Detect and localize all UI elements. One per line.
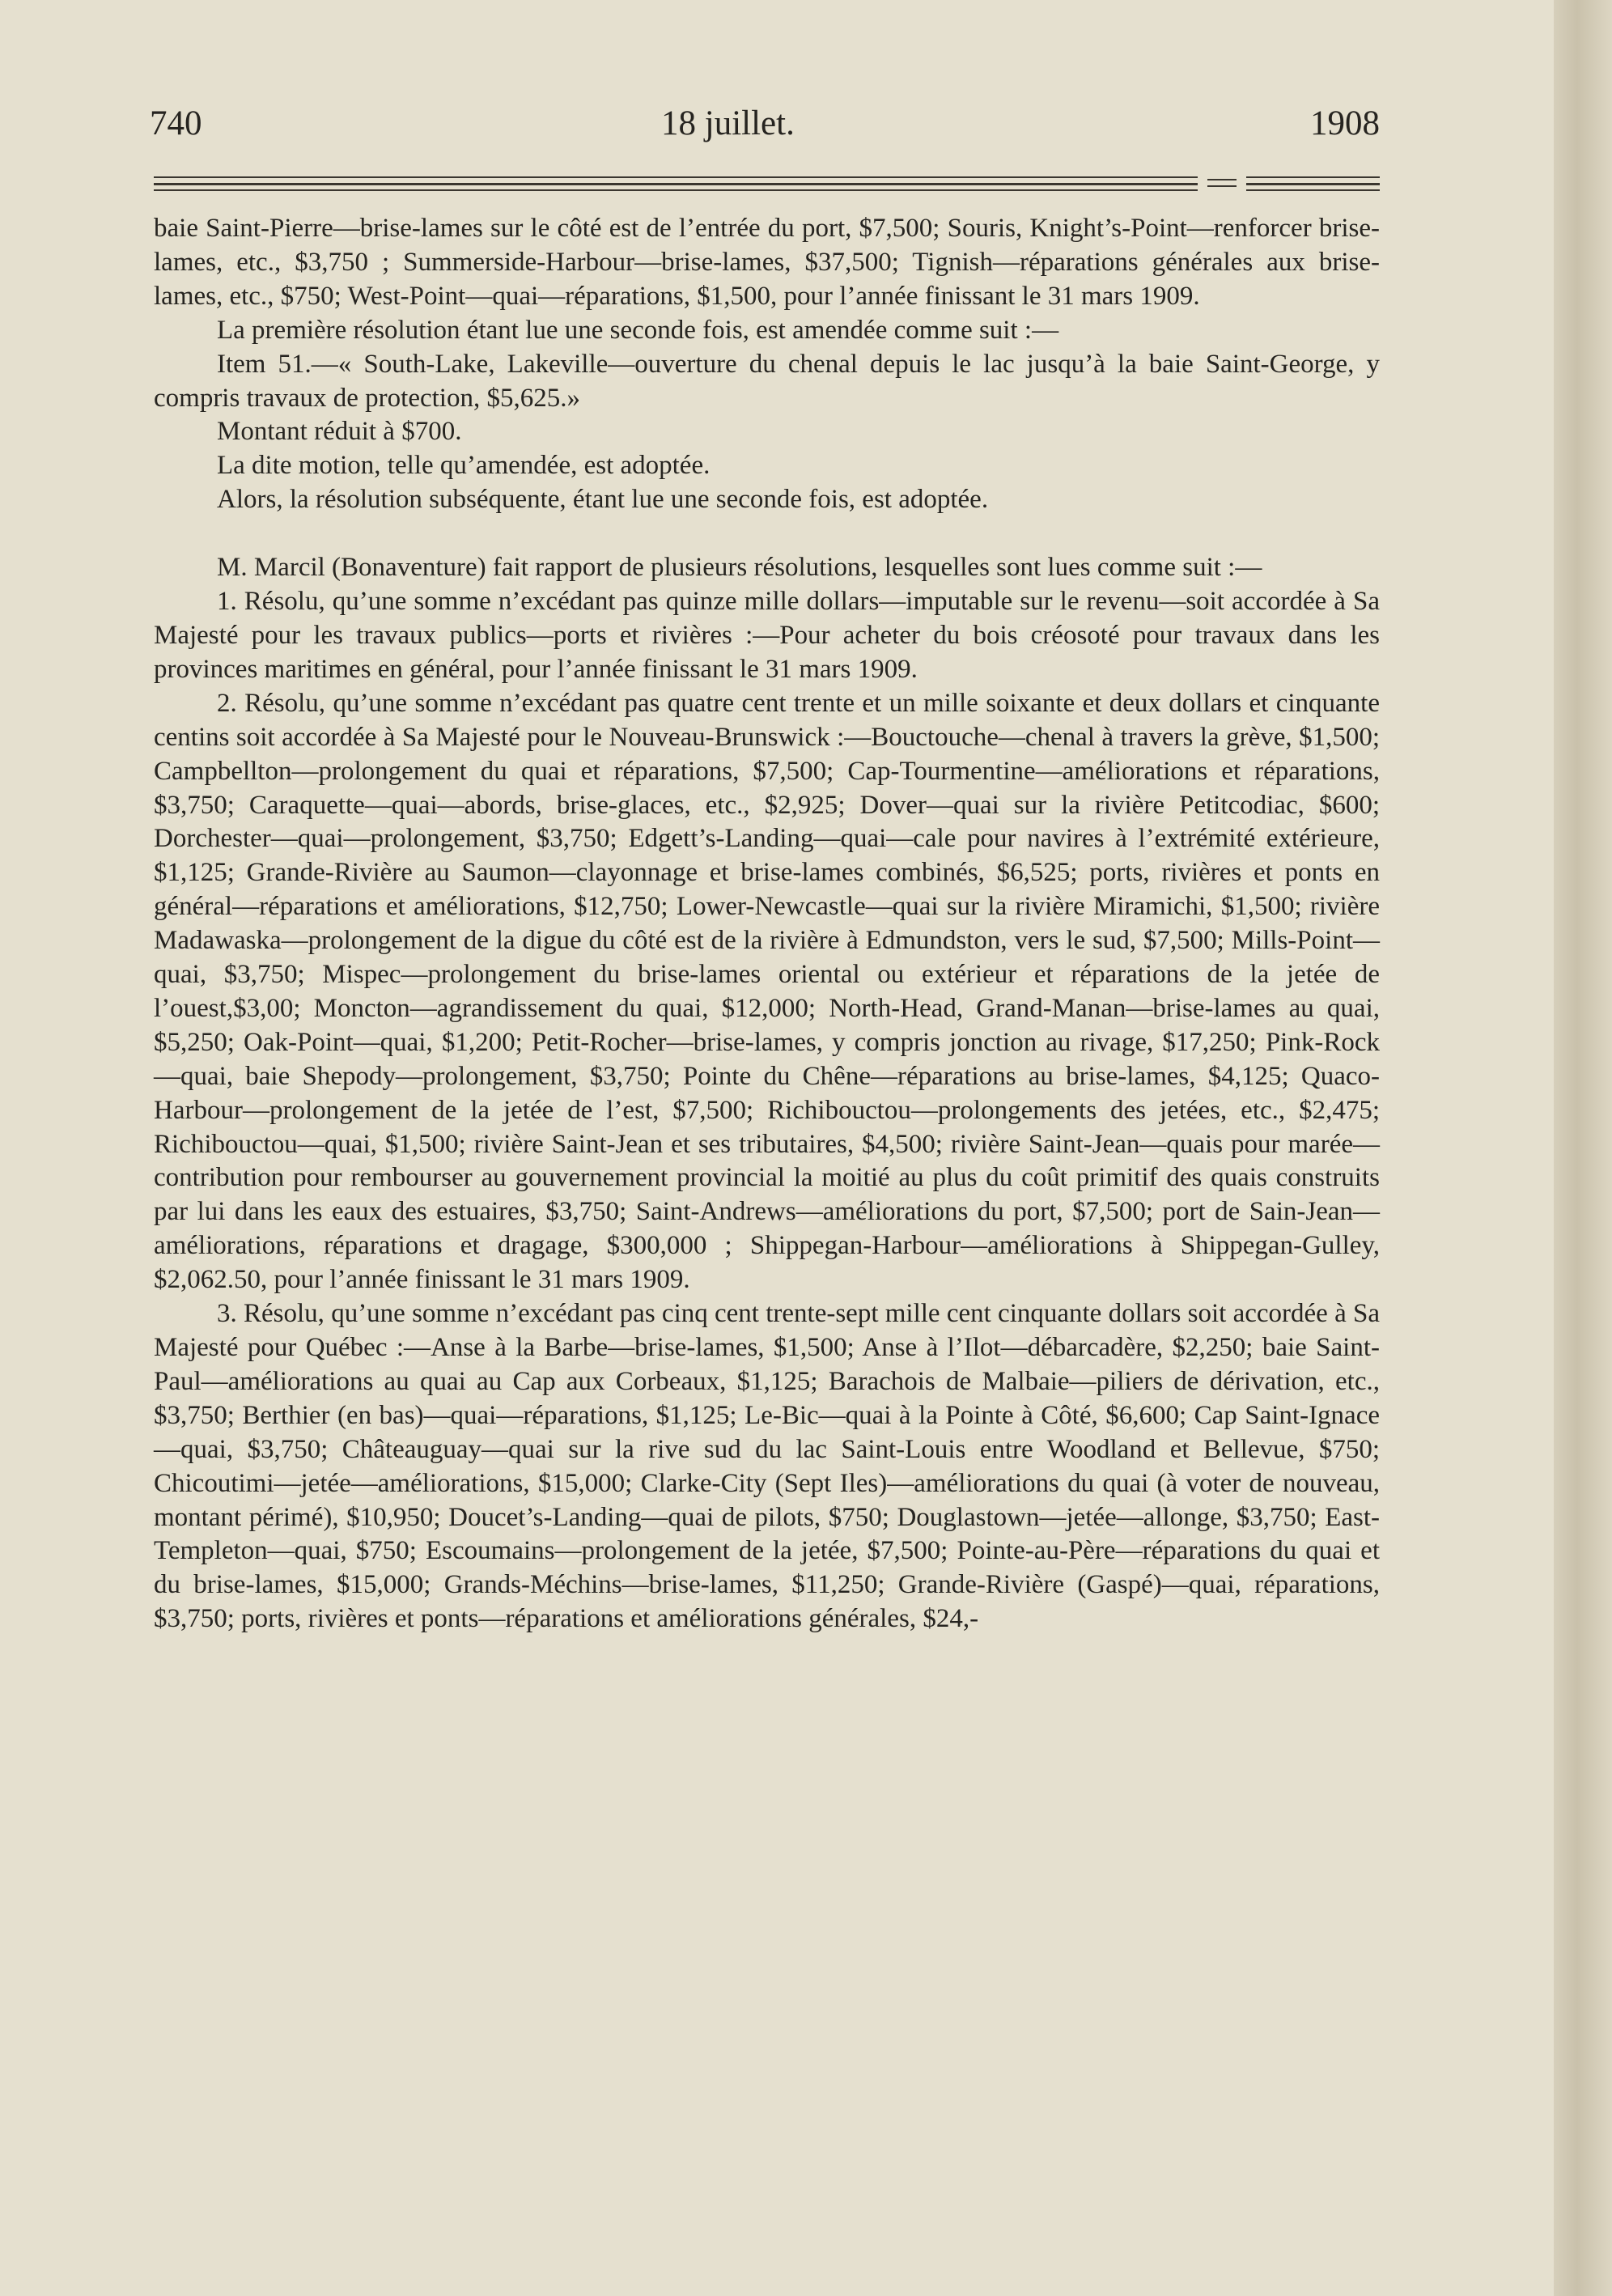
paragraph: La dite motion, telle qu’amendée, est adoptée. [217,451,711,481]
resolution-1: 1. Résolu, qu’une somme n’excédant pas quinze mille dollars—imputable sur le revenu—soit accordée à Sa Majesté pour les travaux publics—ports et rivières :—Pour acheter du bois créosoté pour travaux dans les provinces maritimes en général, pour l’année finissant le 31 mars 1909. [154,587,1380,684]
paragraph: Alors, la résolution subséquente, étant lue une seconde fois, est adoptée. [217,485,989,515]
body-text [154,212,1380,1636]
paragraph: La première résolution étant lue une seconde fois, est amendée comme suit :— [217,315,1059,345]
header-year: 1908 [1310,104,1380,142]
paragraph-continuation: baie Saint-Pierre—brise-lames sur le côté est de l’entrée du port, $7,500; Souris, Knight’s-Point—renforcer brise-lames, etc., $3,750 ; Summerside-Harbour—brise-lames, $37,500; Tignish—réparations générales aux brise-lames, etc., $750; West-Point—quai—réparations, $1,500, pour l’année finissant le 31 mars 1909. [154,214,1380,311]
paragraph: M. Marcil (Bonaventure) fait rapport de plusieurs résolutions, lesquelles sont lues comme suit :— [217,553,1262,583]
header-rule [154,173,1380,193]
paragraph: Montant réduit à $700. [217,417,462,447]
resolution-2: 2. Résolu, qu’une somme n’excédant pas quatre cent trente et un mille soixante et deux dollars et cinquante centins soit accordée à Sa Majesté pour le Nouveau-Brunswick :—Bouctouche—chenal à travers la grève, $1,500; Campbellton—prolongement du quai et réparations, $7,500; Cap-Tourmentine—améliorations et réparations, $3,750; Caraquette—quai—abords, brise-glaces, etc., $2,925; Dover—quai sur la rivière Petitcodiac, $600; Dorchester—quai—prolongement, $3,750; Edgett’s-Landing—quai—cale pour navires à l’extrémité extérieure, $1,125; Grande-Rivière au Saumon—clayonnage et brise-lames combinés, $6,525; ports, rivières et ponts en général—réparations et améliorations, $12,750; Lower-Newcastle—quai sur la rivière Miramichi, $1,500; rivière Madawaska—prolongement de la digue du côté est de la rivière à Edmundston, vers le sud, $7,500; Mills-Point—quai, $3,750; Mispec—prolongement du brise-lames oriental ou extérieur et réparations de la jetée de l’ouest,$3,00; Moncton—agrandissement du quai, $12,000; North-Head, Grand-Manan—brise-lames au quai, $5,250; Oak-Point—quai, $1,200; Petit-Rocher—brise-lames, y compris jonction au rivage, $17,250; Pink-Rock—quai, baie Shepody—prolongement, $3,750; Pointe du Chêne—réparations au brise-lames, $4,125; Quaco-Harbour—prolongement de la jetée de l’est, $7,500; Richibouctou—prolongements des jetées, etc., $2,475; Richibouctou—quai, $1,500; rivière Saint-Jean et ses tributaires, $4,500; rivière Saint-Jean—quais pour marée—contribution pour rembourser au gouvernement provincial la moitié au plus du coût primitif des quais construits par lui dans les eaux des estuaires, $3,750; Saint-Andrews—améliorations du port, $7,500; port de Sain-Jean—améliorations, réparations et dragage, $300,000 ; Shippegan-Harbour—améliorations à Shippegan-Gulley, $2,062.50, pour l’année finissant le 31 mars 1909. [154,688,1380,1295]
resolution-3: 3. Résolu, qu’une somme n’excédant pas cinq cent trente-sept mille cent cinquante dollars soit accordée à Sa Majesté pour Québec :—Anse à la Barbe—brise-lames, $1,500; Anse à l’Ilot—débarcadère, $2,250; baie Saint-Paul—améliorations au quai au Cap aux Corbeaux, $1,125; Barachois de Malbaie—piliers de dérivation, etc., $3,750; Berthier (en bas)—quai—réparations, $1,125; Le-Bic—quai à la Pointe à Côté, $6,600; Cap Saint-Ignace—quai, $3,750; Châteauguay—quai sur la rive sud du lac Saint-Louis entre Woodland et Bellevue, $750; Chicoutimi—jetée—améliorations, $15,000; Clarke-City (Sept Iles)—améliorations du quai (à voter de nouveau, montant périmé), $10,950; Doucet’s-Landing—quai de pilots, $750; Douglastown—jetée—allonge, $3,750; East-Templeton—quai, $750; Escoumains—prolongement de la jetée, $7,500; Pointe-au-Père—réparations du quai et du brise-lames, $15,000; Grands-Méchins—brise-lames, $11,250; Grande-Rivière (Gaspé)—quai, réparations, $3,750; ports, rivières et ponts—réparations et améliorations générales, $24,- [154,1299,1380,1634]
page-number: 740 [150,104,202,142]
header-date: 18 juillet. [661,104,795,142]
paragraph: Item 51.—« South-Lake, Lakeville—ouverture du chenal depuis le lac jusqu’à la baie Saint-George, y compris travaux de protection, $5,625.» [154,349,1380,413]
book-spine [1554,0,1612,2296]
page-header [150,104,1380,160]
